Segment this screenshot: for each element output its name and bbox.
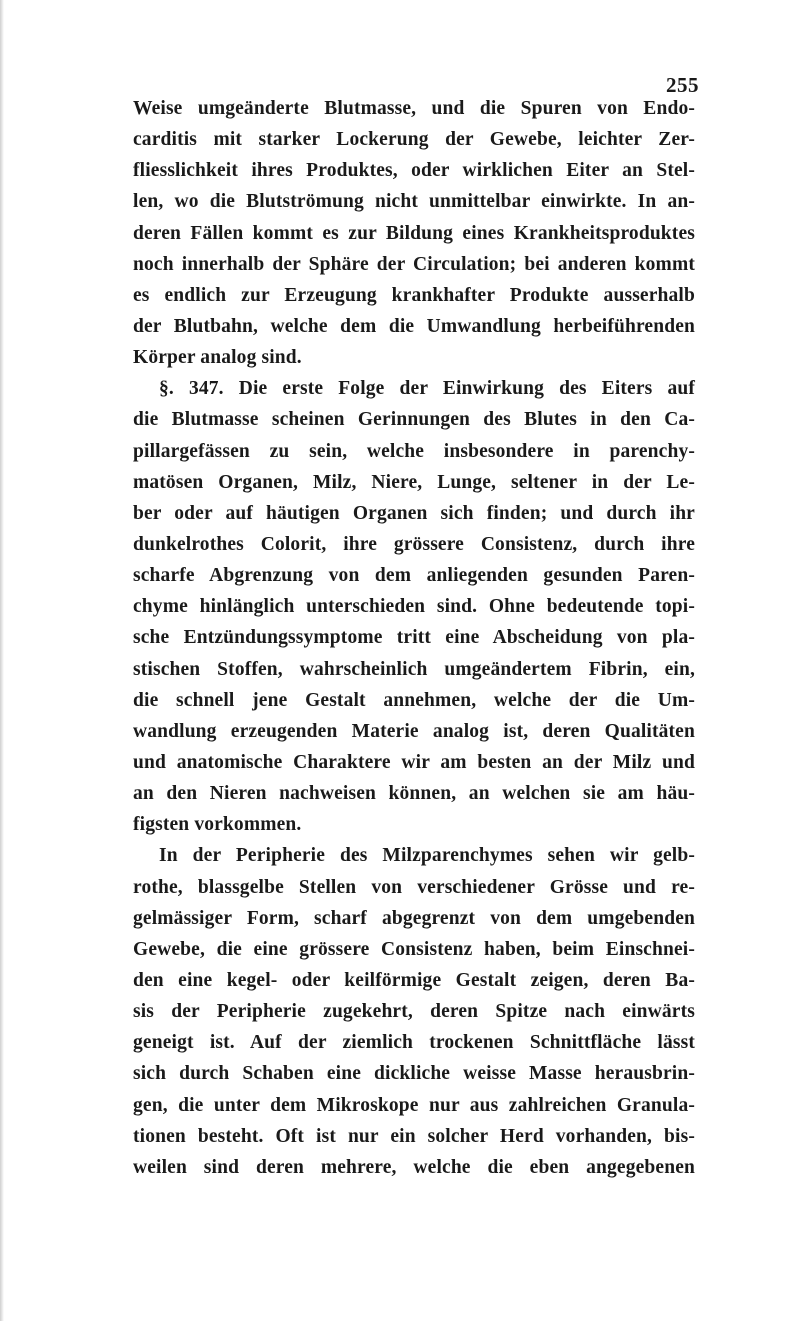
- text-line: und anatomische Charaktere wir am besten an der Milz und: [133, 751, 695, 773]
- text-line: sis der Peripherie zugekehrt, deren Spitze nach einwärts: [133, 1001, 695, 1023]
- text-line: die schnell jene Gestalt annehmen, welche der die Um-: [133, 689, 695, 711]
- text-line: pillargefässen zu sein, welche insbesondere in parenchy-: [133, 440, 695, 462]
- text-line: §. 347. Die erste Folge der Einwirkung des Eiters auf: [159, 378, 695, 400]
- text-line: rothe, blassgelbe Stellen von verschiedener Grösse und re-: [133, 876, 695, 898]
- text-line: chyme hinlänglich unterschieden sind. Ohne bedeutende topi-: [133, 596, 695, 618]
- text-line: fliesslichkeit ihres Produktes, oder wirklichen Eiter an Stel-: [133, 160, 695, 182]
- text-line: ber oder auf häutigen Organen sich finden; und durch ihr: [133, 502, 695, 524]
- text-line: sche Entzündungssymptome tritt eine Abscheidung von pla-: [133, 627, 695, 649]
- text-line: dunkelrothes Colorit, ihre grössere Consistenz, durch ihre: [133, 533, 695, 555]
- text-line: carditis mit starker Lockerung der Gewebe, leichter Zer-: [133, 129, 695, 151]
- text-line: gelmässiger Form, scharf abgegrenzt von dem umgebenden: [133, 907, 695, 929]
- text-line: Gewebe, die eine grössere Consistenz haben, beim Einschnei-: [133, 938, 695, 960]
- text-line: len, wo die Blutströmung nicht unmittelbar einwirkte. In an-: [133, 191, 695, 213]
- text-line: deren Fällen kommt es zur Bildung eines Krankheitsproduktes: [133, 222, 695, 244]
- text-line: weilen sind deren mehrere, welche die eben angegebenen: [133, 1156, 695, 1178]
- text-line: geneigt ist. Auf der ziemlich trockenen Schnittfläche lässt: [133, 1032, 695, 1054]
- text-line: Weise umgeänderte Blutmasse, und die Spuren von Endo-: [133, 98, 695, 119]
- text-line: matösen Organen, Milz, Niere, Lunge, seltener in der Le-: [133, 471, 695, 493]
- page-edge-shadow: [0, 0, 4, 1321]
- text-line: figsten vorkommen.: [133, 814, 302, 836]
- text-line: scharfe Abgrenzung von dem anliegenden gesunden Paren-: [133, 565, 695, 587]
- text-line: es endlich zur Erzeugung krankhafter Produkte ausserhalb: [133, 284, 695, 306]
- text-line: der Blutbahn, welche dem die Umwandlung herbeiführenden: [133, 315, 695, 337]
- body-text: [133, 93, 695, 1183]
- text-line: sich durch Schaben eine dickliche weisse Masse herausbrin-: [133, 1063, 695, 1085]
- text-line: gen, die unter dem Mikroskope nur aus zahlreichen Granula-: [133, 1094, 695, 1116]
- text-line: an den Nieren nachweisen können, an welchen sie am häu-: [133, 783, 695, 805]
- text-line: den eine kegel- oder keilförmige Gestalt zeigen, deren Ba-: [133, 969, 695, 991]
- text-line: In der Peripherie des Milzparenchymes sehen wir gelb-: [159, 845, 695, 867]
- text-line: noch innerhalb der Sphäre der Circulation; bei anderen kommt: [133, 253, 695, 275]
- page-number: 255: [666, 73, 699, 97]
- text-line: tionen besteht. Oft ist nur ein solcher Herd vorhanden, bis-: [133, 1125, 695, 1147]
- text-line: Körper analog sind.: [133, 347, 302, 369]
- text-line: stischen Stoffen, wahrscheinlich umgeändertem Fibrin, ein,: [133, 658, 695, 680]
- text-line: wandlung erzeugenden Materie analog ist, deren Qualitäten: [133, 720, 695, 742]
- text-line: die Blutmasse scheinen Gerinnungen des Blutes in den Ca-: [133, 409, 695, 431]
